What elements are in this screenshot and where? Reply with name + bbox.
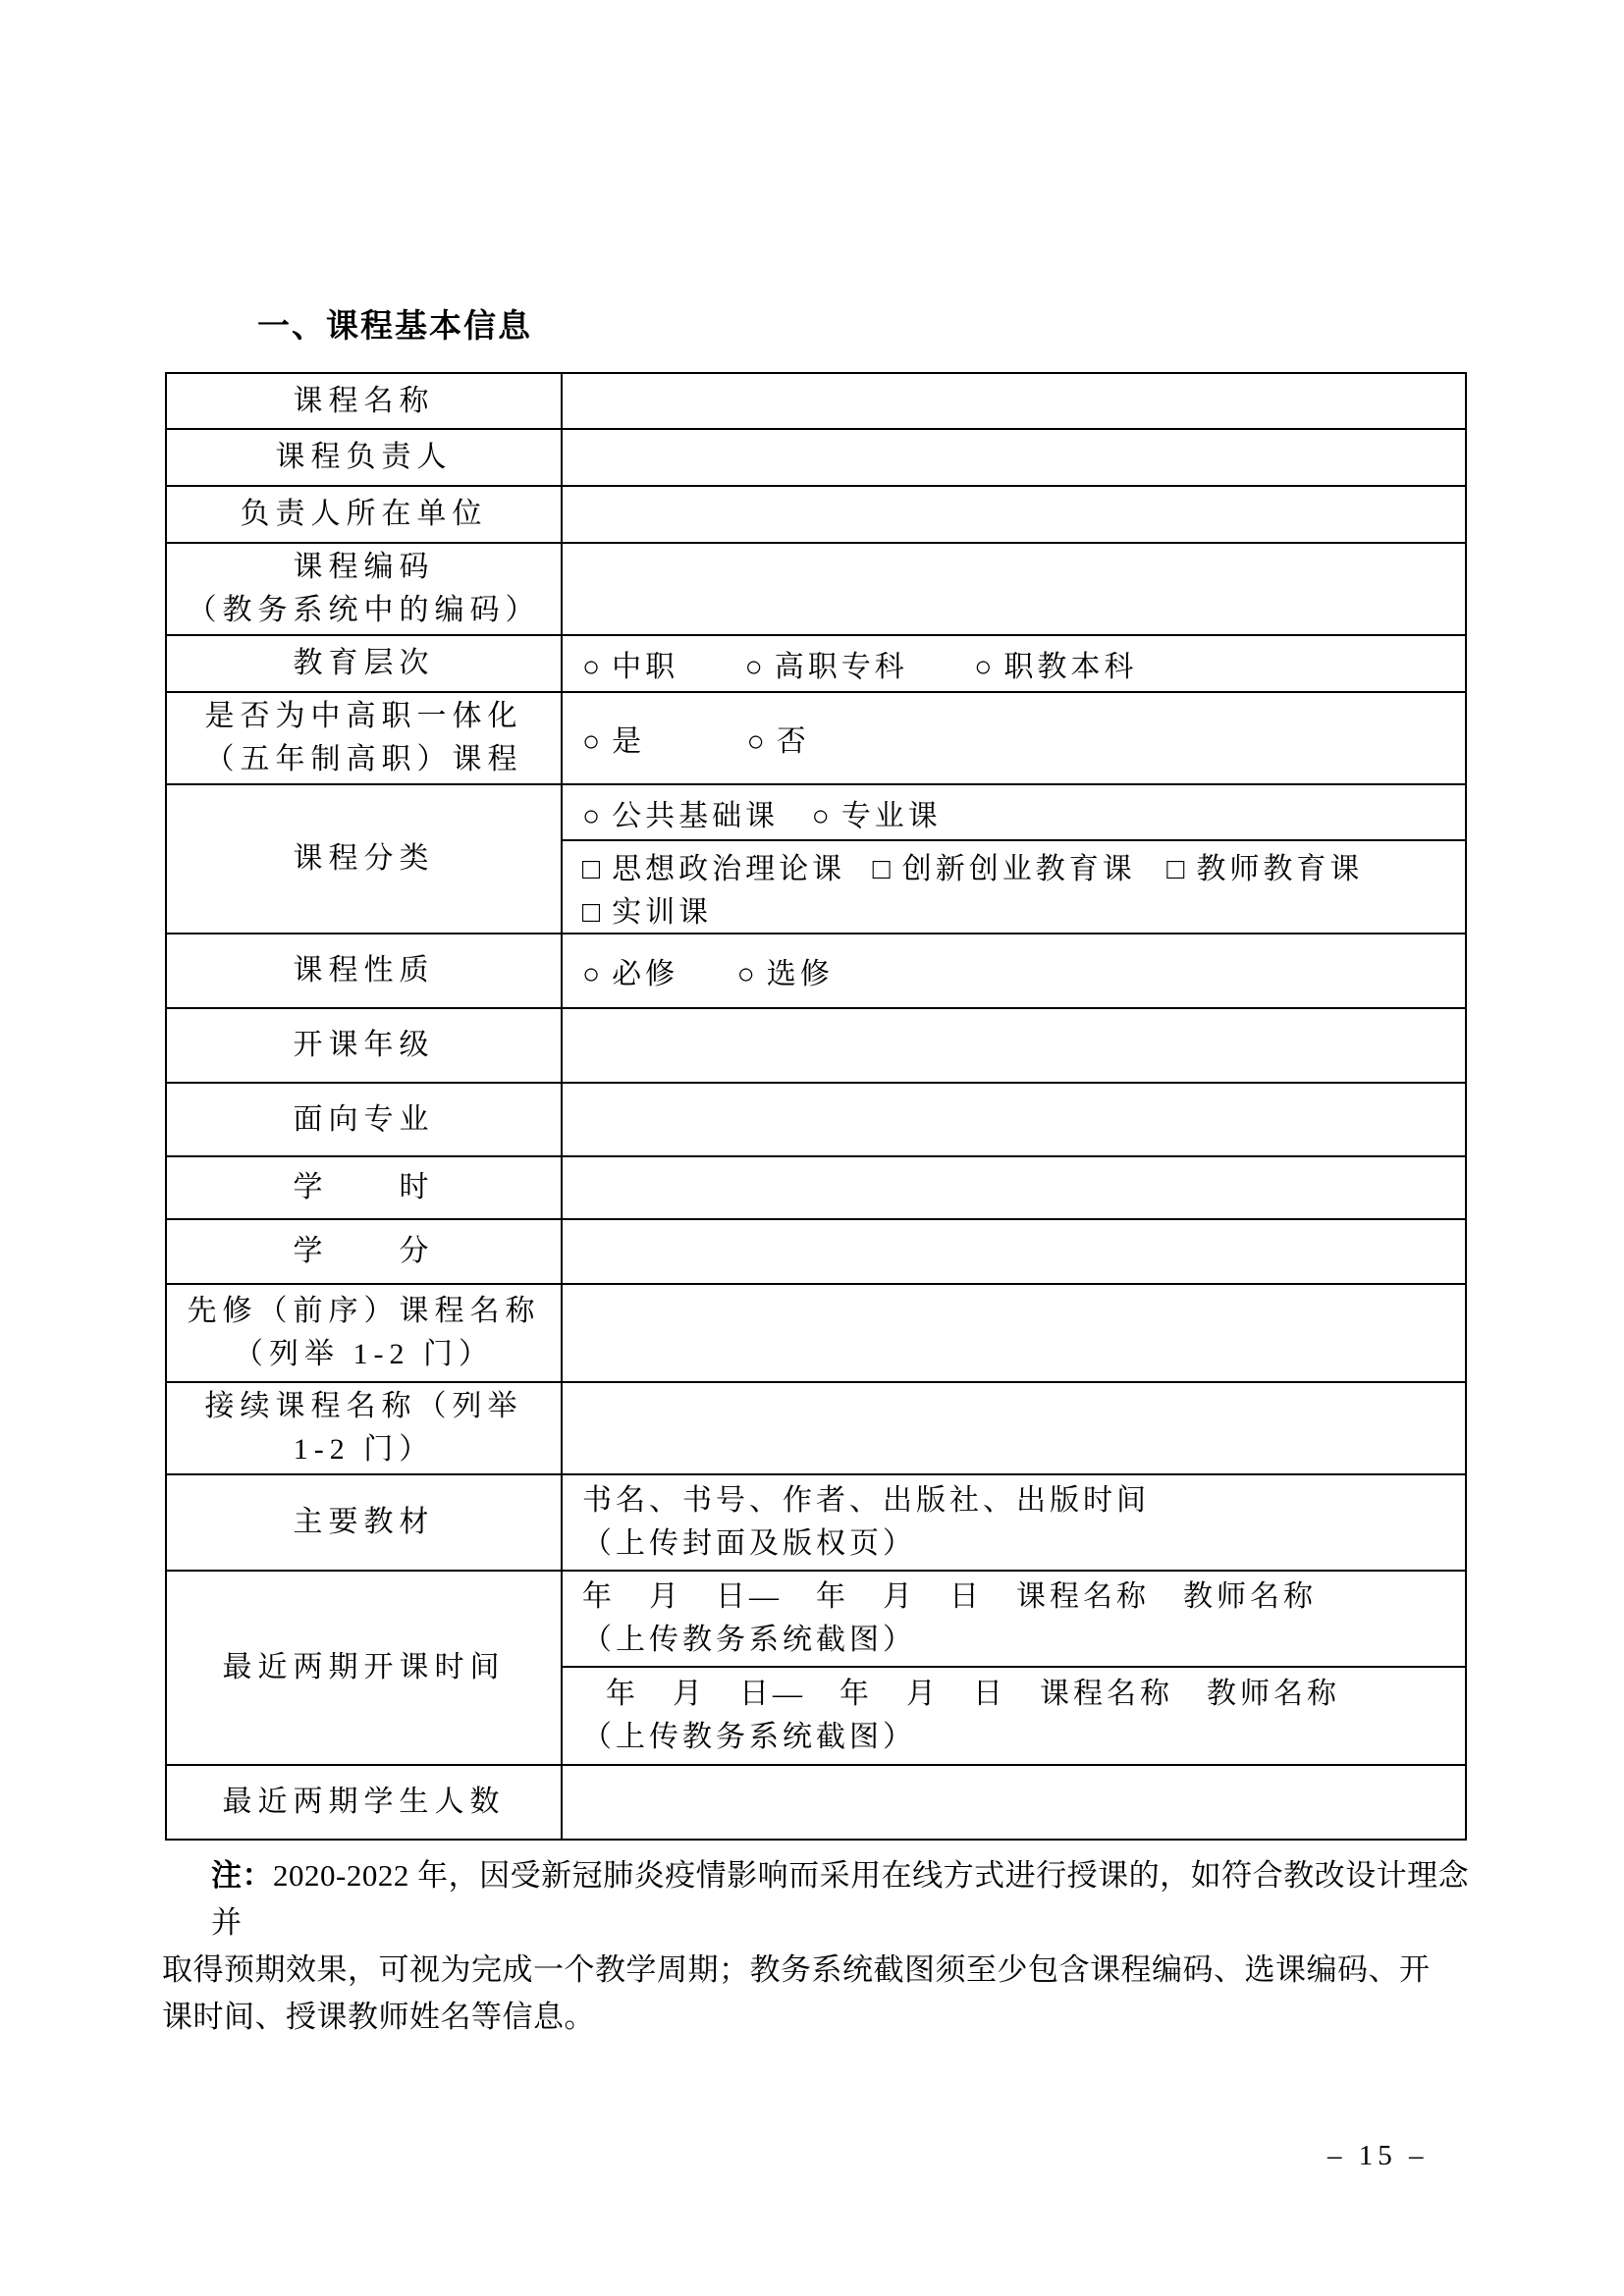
- integrated-course-label-line1: 是否为中高职一体化: [204, 700, 523, 732]
- course-code-value-cell[interactable]: [562, 543, 1466, 635]
- leader-unit-label: 负责人所在单位: [166, 486, 562, 543]
- radio-circle-icon: ○: [811, 799, 834, 832]
- radio-circle-icon: ○: [974, 651, 997, 683]
- radio-option-required[interactable]: [582, 949, 678, 992]
- radio-circle-icon: ○: [582, 958, 605, 990]
- radio-option-label: 中职: [612, 651, 679, 683]
- checkbox-icon: □: [582, 852, 605, 885]
- checkbox-option-ideology[interactable]: [582, 844, 845, 887]
- radio-option-label: 否: [776, 725, 810, 758]
- radio-option-zhongzhi[interactable]: [582, 642, 678, 685]
- class-hours-label: 学 时: [166, 1156, 562, 1219]
- course-name-value-cell[interactable]: [562, 373, 1466, 429]
- target-major-label: 面向专业: [166, 1083, 562, 1156]
- table-row: [166, 692, 1466, 784]
- radio-option-label: 选修: [766, 958, 834, 990]
- leader-unit-value-cell[interactable]: [562, 486, 1466, 543]
- education-level-label: 教育层次: [166, 635, 562, 692]
- table-row: [166, 1571, 1466, 1667]
- table-row: [166, 1219, 1466, 1284]
- course-category-radio-options: [562, 784, 1466, 840]
- recent-session-1-line1: 年 月 日— 年 月 日 课程名称 教师名称: [582, 1580, 1317, 1613]
- subsequent-label-line2: 1-2 门）: [293, 1433, 435, 1466]
- target-major-value-cell[interactable]: [562, 1083, 1466, 1156]
- radio-circle-icon: ○: [736, 958, 759, 990]
- footnote: [162, 1852, 1489, 2041]
- checkbox-icon: □: [872, 852, 894, 885]
- course-leader-value-cell[interactable]: [562, 429, 1466, 486]
- recent-session-2-cell[interactable]: [562, 1667, 1466, 1765]
- radio-circle-icon: ○: [582, 725, 605, 758]
- radio-option-label: 是: [612, 725, 646, 758]
- checkbox-option-teacher-edu[interactable]: [1166, 844, 1363, 887]
- course-category-checkbox-options: [562, 840, 1466, 934]
- table-row: [166, 1284, 1466, 1382]
- course-basic-info-table: [165, 372, 1467, 1841]
- table-row: [166, 543, 1466, 635]
- credits-value-cell[interactable]: [562, 1219, 1466, 1284]
- footnote-line1-text: 2020-2022 年，因受新冠肺炎疫情影响而采用在线方式进行授课的，如符合教改设计理念并: [211, 1858, 1470, 1940]
- footnote-line1: [162, 1852, 1489, 1947]
- integrated-course-label-line2: （五年制高职）课程: [204, 743, 523, 775]
- course-code-label-line1: 课程编码: [293, 551, 435, 583]
- table-row: [166, 1083, 1466, 1156]
- start-grade-value-cell[interactable]: [562, 1008, 1466, 1083]
- recent-session-2-line1: 年 月 日— 年 月 日 课程名称 教师名称: [606, 1678, 1340, 1710]
- table-row: [166, 1765, 1466, 1840]
- course-category-label: 课程分类: [166, 784, 562, 934]
- education-level-options: [562, 635, 1466, 692]
- checkbox-option-practical[interactable]: [582, 887, 712, 931]
- checkbox-icon: □: [1166, 852, 1189, 885]
- textbook-value-line1: 书名、书号、作者、出版社、出版时间: [582, 1484, 1150, 1517]
- recent-sessions-label: 最近两期开课时间: [166, 1571, 562, 1765]
- subsequent-label-line1: 接续课程名称（列举: [204, 1390, 523, 1422]
- table-row: [166, 429, 1466, 486]
- student-count-label: 最近两期学生人数: [166, 1765, 562, 1840]
- prerequisite-label-line1: 先修（前序）课程名称: [187, 1295, 541, 1327]
- radio-circle-icon: ○: [746, 725, 769, 758]
- student-count-value-cell[interactable]: [562, 1765, 1466, 1840]
- radio-option-yes[interactable]: [582, 717, 645, 760]
- footnote-line3: 课时间、授课教师姓名等信息。: [162, 2000, 595, 2034]
- checkbox-option-label: 创新创业教育课: [901, 852, 1136, 885]
- textbook-value-cell[interactable]: [562, 1474, 1466, 1571]
- checkbox-option-label: 教师教育课: [1196, 852, 1364, 885]
- checkbox-option-label: 实训课: [612, 895, 713, 929]
- prerequisite-label: [166, 1284, 562, 1382]
- footnote-label: 注：: [211, 1858, 273, 1893]
- course-code-label-line2: （教务系统中的编码）: [187, 594, 541, 626]
- table-row: [166, 784, 1466, 840]
- credits-label: 学 分: [166, 1219, 562, 1284]
- prerequisite-label-line2: （列举 1-2 门）: [234, 1338, 494, 1370]
- radio-option-label: 职教本科: [1003, 651, 1138, 683]
- radio-circle-icon: ○: [582, 799, 605, 832]
- radio-option-no[interactable]: [747, 717, 810, 760]
- class-hours-value-cell[interactable]: [562, 1156, 1466, 1219]
- radio-circle-icon: ○: [744, 651, 767, 683]
- page-number: – 15 –: [1327, 2140, 1429, 2171]
- course-nature-label: 课程性质: [166, 934, 562, 1008]
- prerequisite-value-cell[interactable]: [562, 1284, 1466, 1382]
- section-title: 一、课程基本信息: [257, 307, 532, 344]
- radio-option-public-basic[interactable]: [582, 791, 779, 834]
- integrated-course-label: [166, 692, 562, 784]
- checkbox-icon: □: [582, 895, 605, 929]
- subsequent-label: [166, 1382, 562, 1474]
- table-row: [166, 635, 1466, 692]
- radio-option-label: 公共基础课: [612, 799, 780, 832]
- integrated-course-options: [562, 692, 1466, 784]
- radio-option-elective[interactable]: [737, 949, 834, 992]
- subsequent-value-cell[interactable]: [562, 1382, 1466, 1474]
- start-grade-label: 开课年级: [166, 1008, 562, 1083]
- radio-option-label: 必修: [612, 958, 679, 990]
- recent-session-2-line2: （上传教务系统截图）: [582, 1721, 916, 1753]
- textbook-label: 主要教材: [166, 1474, 562, 1571]
- radio-option-label: 专业课: [840, 799, 942, 832]
- textbook-value-line2: （上传封面及版权页）: [582, 1527, 916, 1560]
- radio-option-gaozhi-zhuanke[interactable]: [745, 642, 908, 685]
- radio-option-zhijiao-benke[interactable]: [974, 642, 1137, 685]
- table-row: [166, 1008, 1466, 1083]
- course-code-label: [166, 543, 562, 635]
- course-nature-options: [562, 934, 1466, 1008]
- recent-session-1-line2: （上传教务系统截图）: [582, 1624, 916, 1656]
- table-row: [166, 1382, 1466, 1474]
- table-row: [166, 1474, 1466, 1571]
- course-name-label: 课程名称: [166, 373, 562, 429]
- radio-option-label: 高职专科: [774, 651, 908, 683]
- checkbox-option-label: 思想政治理论课: [612, 852, 846, 885]
- radio-circle-icon: ○: [582, 651, 605, 683]
- radio-option-professional[interactable]: [812, 791, 942, 834]
- table-row: [166, 934, 1466, 1008]
- table-row: [166, 486, 1466, 543]
- recent-session-1-cell[interactable]: [562, 1571, 1466, 1667]
- table-row: [166, 373, 1466, 429]
- checkbox-option-innovation[interactable]: [873, 844, 1136, 887]
- course-leader-label: 课程负责人: [166, 429, 562, 486]
- table-row: [166, 1156, 1466, 1219]
- footnote-line2: 取得预期效果，可视为完成一个教学周期；教务系统截图须至少包含课程编码、选课编码、开: [162, 1952, 1431, 1987]
